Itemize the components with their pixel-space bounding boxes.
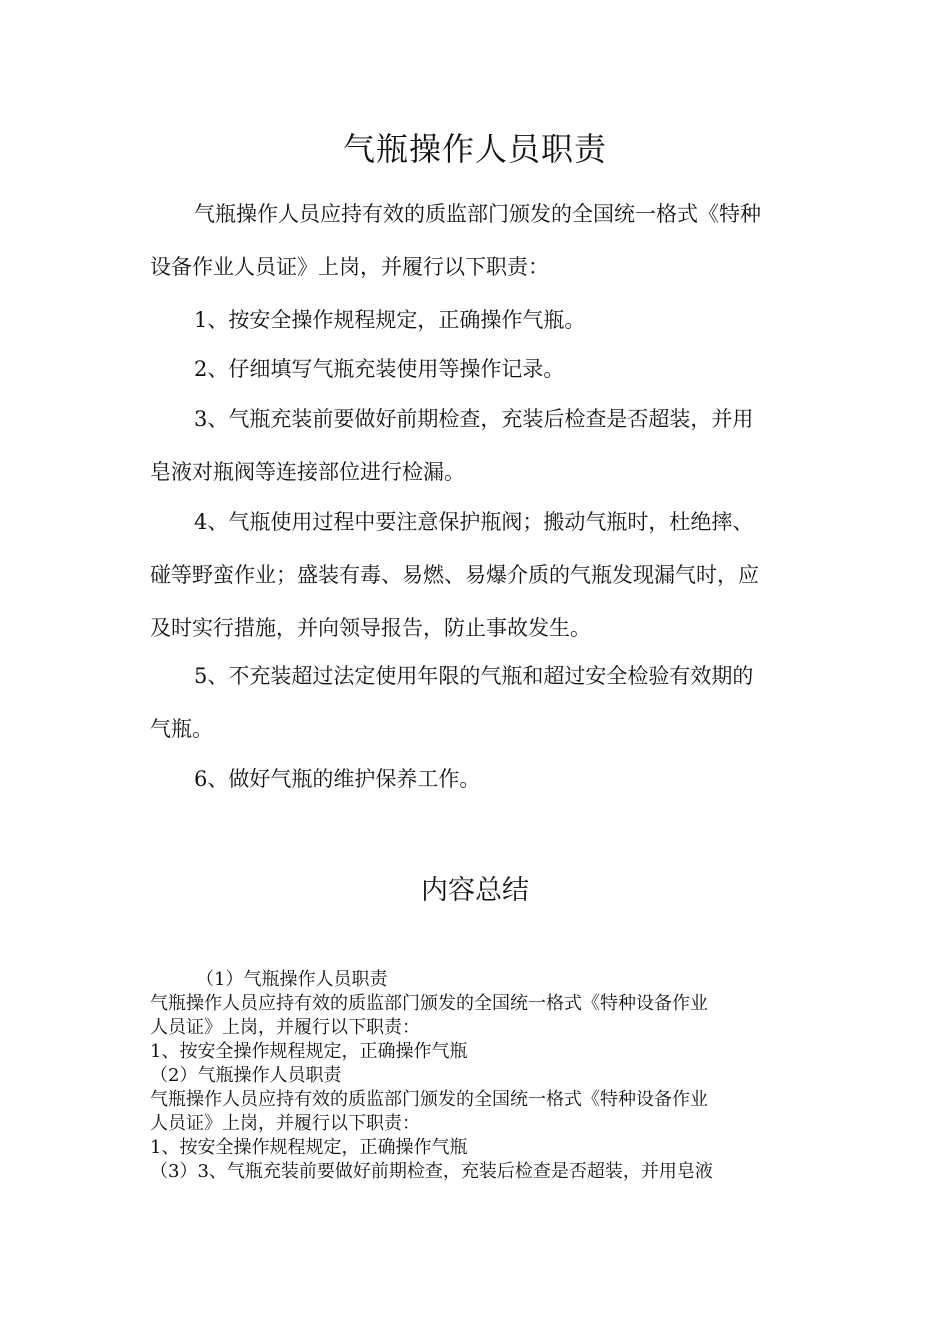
summary-line: 气瓶操作人员应持有效的质监部门颁发的全国统一格式《特种设备作业: [150, 1089, 708, 1110]
item-6-text: 6、做好气瓶的维护保养工作。: [194, 767, 481, 791]
intro-paragraph: [150, 188, 800, 294]
summary-line: 1、按安全操作规程规定，正确操作气瓶: [150, 1137, 468, 1158]
summary-line: 人员证》上岗，并履行以下职责：: [150, 1017, 420, 1038]
summary-line: （1）气瓶操作人员职责: [196, 969, 388, 990]
item-2-text: 2、仔细填写气瓶充装使用等操作记录。: [194, 357, 565, 381]
item-1-text: 1、按安全操作规程规定，正确操作气瓶。: [194, 308, 586, 332]
item-6: [150, 753, 800, 806]
item-3-line-2: 皂液对瓶阀等连接部位进行检漏。: [150, 460, 465, 484]
summary-line: （3）3、气瓶充装前要做好前期检查，充装后检查是否超装，并用皂液: [150, 1161, 713, 1182]
item-3: [150, 393, 800, 499]
item-4-line-2: 碰等野蛮作业；盛装有毒、易燃、易爆介质的气瓶发现漏气时，应: [150, 563, 759, 587]
summary-line: 人员证》上岗，并履行以下职责：: [150, 1113, 420, 1134]
document-title: 气瓶操作人员职责: [342, 130, 607, 168]
item-5-line-1: 5、不充装超过法定使用年限的气瓶和超过安全检验有效期的: [194, 664, 754, 688]
intro-line-2: 设备作业人员证》上岗，并履行以下职责：: [150, 255, 549, 279]
item-1: [150, 294, 800, 347]
item-4-line-3: 及时实行措施，并向领导报告，防止事故发生。: [150, 616, 591, 640]
item-5: [150, 650, 800, 756]
summary-title: 内容总结: [421, 875, 529, 906]
item-3-line-1: 3、气瓶充装前要做好前期检查，充装后检查是否超装，并用: [194, 407, 754, 431]
summary-line: （2）气瓶操作人员职责: [150, 1065, 342, 1086]
summary-line: 1、按安全操作规程规定，正确操作气瓶: [150, 1041, 468, 1062]
summary-line: 气瓶操作人员应持有效的质监部门颁发的全国统一格式《特种设备作业: [150, 993, 708, 1014]
item-4: [150, 496, 800, 655]
summary-body: [150, 968, 810, 1184]
item-4-line-1: 4、气瓶使用过程中要注意保护瓶阀；搬动气瓶时，杜绝摔、: [194, 510, 754, 534]
intro-line-1: 气瓶操作人员应持有效的质监部门颁发的全国统一格式《特种: [194, 202, 761, 226]
item-2: [150, 343, 800, 396]
item-5-line-2: 气瓶。: [150, 717, 213, 741]
